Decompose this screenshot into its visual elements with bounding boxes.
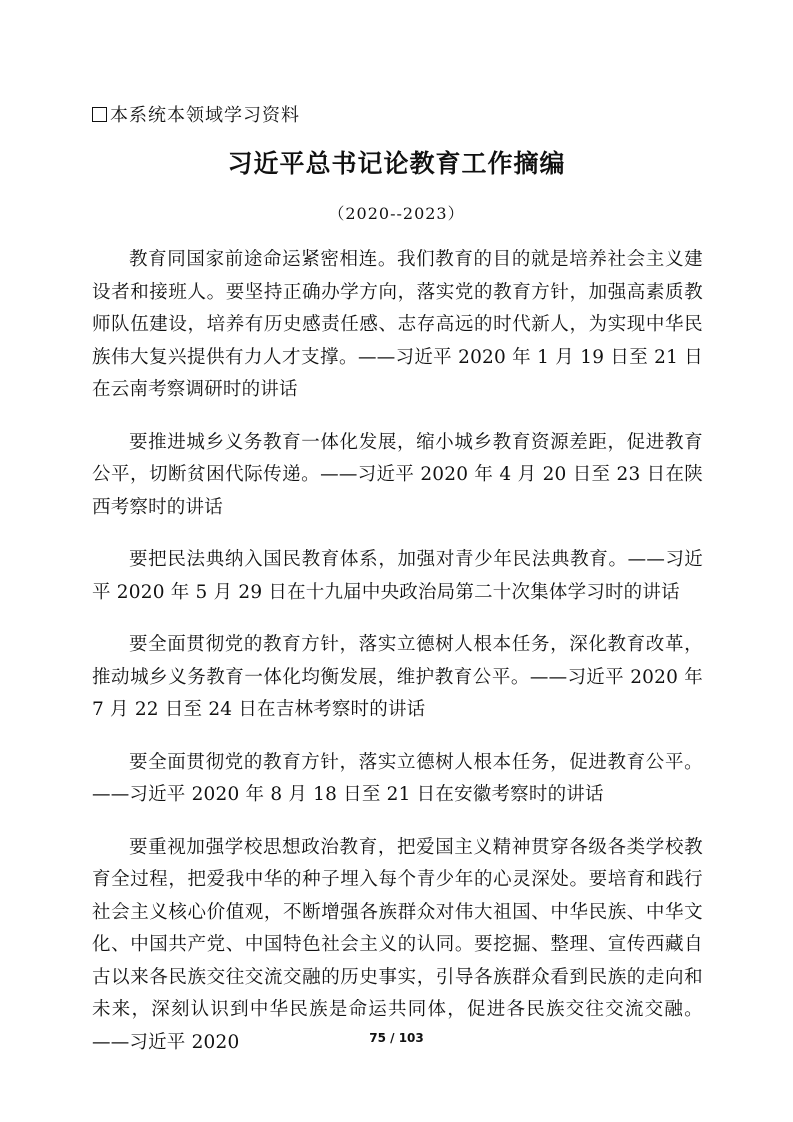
quote-paragraph <box>92 832 703 1060</box>
quote-source: ——习近平 2020 <box>92 1031 240 1053</box>
quote-source: ——习近平 2020 年 7 月 22 日至 24 日在吉林考察时的讲话 <box>92 666 704 720</box>
quote-text: 要把民法典纳入国民教育体系，加强对青少年民法典教育。 <box>129 549 628 570</box>
quote-paragraph <box>92 427 703 525</box>
checkbox-icon <box>92 107 107 122</box>
quote-paragraph <box>92 747 703 812</box>
quote-paragraph <box>92 544 703 609</box>
quote-text: 要全面贯彻党的教育方针，落实立德树人根本任务，促进教育公平。 <box>129 751 703 773</box>
quote-text: 要推进城乡义务教育一体化发展，缩小城乡教育资源差距，促进教育公平，切断贫困代际传递。 <box>92 431 703 485</box>
document-subtitle: （2020--2023） <box>328 204 465 223</box>
quote-source: ——习近平 2020 年 4 月 20 日至 23 日在陕西考察时的讲话 <box>92 464 703 518</box>
document-body <box>92 244 703 1079</box>
document-category-label <box>92 103 300 129</box>
quote-source: ——习近平 2020 年 1 月 19 日至 21 日在云南考察调研时的讲话 <box>92 346 703 400</box>
quote-source: ——习近平 2020 年 5 月 29 日在十九届中央政治局第二十次集体学习时的讲话 <box>92 549 703 603</box>
document-title: 习近平总书记论教育工作摘编 <box>227 149 566 178</box>
quote-source: ——习近平 2020 年 8 月 18 日至 21 日在安徽考察时的讲话 <box>92 784 604 805</box>
quote-text: 要重视加强学校思想政治教育，把爱国主义精神贯穿各级各类学校教育全过程，把爱我中华的种子埋入每个青少年的心灵深处。要培育和践行社会主义核心价值观，不断增强各族群众对伟大祖国、中华民族、中华文化、中国共产党、中国特色社会主义的认同。要挖掘、整理、宣传西藏自古以来各民族交往交流交融的历史事实，引导各族群众看到民族的走向和未来，深刻认识到中华民族是命运共同体，促进各民族交往交流交融。 <box>92 836 703 1020</box>
quote-paragraph <box>92 629 703 727</box>
page-number: 75 / 103 <box>369 1031 424 1045</box>
quote-text: 要全面贯彻党的教育方针，落实立德树人根本任务，深化教育改革，推动城乡义务教育一体化均衡发展，维护教育公平。 <box>92 634 703 688</box>
quote-text: 教育同国家前途命运紧密相连。我们教育的目的就是培养社会主义建设者和接班人。要坚持正确办学方向，落实党的教育方针，加强高素质教师队伍建设，培养有历史感责任感、志存高远的时代新人，为实现中华民族伟大复兴提供有力人才支撑。 <box>92 249 703 368</box>
category-text: 本系统本领域学习资料 <box>110 105 300 126</box>
quote-paragraph <box>92 244 703 407</box>
